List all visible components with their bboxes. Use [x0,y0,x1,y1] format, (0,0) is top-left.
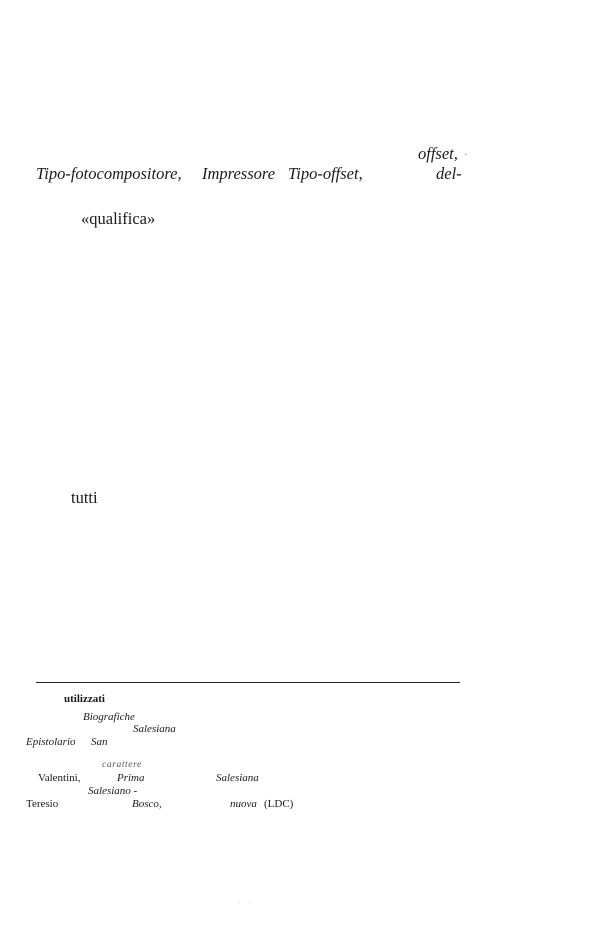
fn-prima: Prima [117,772,145,784]
fn-bosco: Bosco, [132,798,162,810]
word-tipo-fotocompositore: Tipo-fotocompositore, [36,164,182,183]
fn-ldc: (LDC) [264,798,294,810]
word-del: del- [436,164,462,183]
word-tipo-offset: Tipo-offset, [288,164,363,183]
word-tutti: tutti [71,488,98,507]
word-qualifica: «qualifica» [81,209,156,228]
footnote-rule [36,682,460,683]
fn-salesiana-1: Salesiana [133,723,176,735]
fn-salesiano: Salesiano - [88,785,138,797]
word-impressore: Impressore [202,164,276,183]
fn-carattere: carattere [102,760,142,770]
word-offset: offset, [418,144,458,163]
fn-epistolario: Epistolario [26,736,76,748]
fn-san: San [91,736,108,748]
fn-valentini: Valentini, [38,772,81,784]
fn-teresio: Teresio [26,798,59,810]
fn-nuova: nuova [230,798,257,810]
scan-specks: · · [238,898,255,907]
fn-biografiche: Biografiche [83,711,135,723]
fn-utilizzati: utilizzati [64,693,105,705]
fn-salesiana-2: Salesiana [216,772,259,784]
stray-mark: · [464,149,468,161]
